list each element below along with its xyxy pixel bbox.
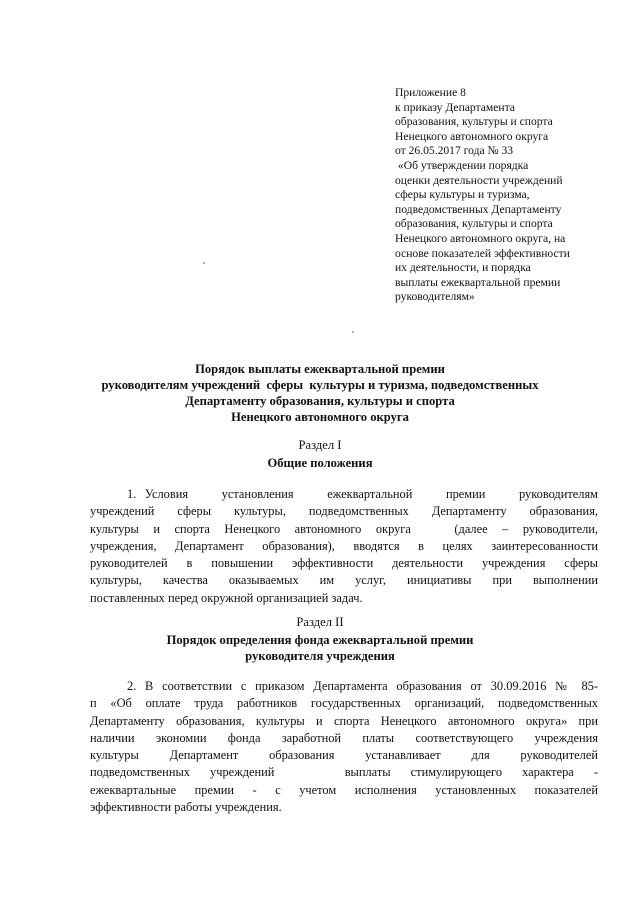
paragraph-line: культуры Департамент образования устанавливает для руководителей: [90, 748, 598, 763]
paragraph-line: поставленных перед окружной организацией задач.: [90, 590, 363, 605]
paragraph-line: Департаменту образования, культуры и спорта Ненецкого автономного округа» при: [90, 713, 598, 728]
paragraph-line: учреждения, Департамент образования), вводятся в целях заинтересованности: [90, 538, 598, 553]
appendix-line: основе показателей эффективности: [395, 246, 570, 260]
appendix-line: от 26.05.2017 года № 33: [395, 144, 514, 158]
title-line: руководителям учреждений сферы культуры и туризма, подведомственных: [101, 378, 539, 392]
appendix-line: сферы культуры и туризма,: [395, 188, 530, 202]
paragraph-line: культуры, качества оказываемых им услуг, инициативы при выполнении: [90, 573, 598, 588]
section-2-paragraph: [90, 678, 598, 816]
paragraph-line: 1. Условия установления ежеквартальной премии руководителям: [127, 487, 598, 501]
document-title: [0, 361, 640, 425]
section-1-label: Раздел I: [298, 438, 342, 452]
paragraph-line: учреждений сферы культуры, подведомственных Департаменту образования,: [90, 504, 598, 519]
appendix-line: образования, культуры и спорта: [395, 217, 553, 231]
paragraph-line: п «Об оплате труда работников государственных организаций, подведомственных: [90, 696, 598, 711]
appendix-line: к приказу Департамента: [395, 100, 515, 114]
paragraph-line: 2. В соответствии с приказом Департамента образования от 30.09.2016 № 85-: [127, 679, 598, 693]
appendix-line: их деятельности, и порядка: [395, 261, 531, 275]
title-line: Ненецкого автономного округа: [231, 410, 409, 424]
paragraph-line: руководителей в повышении эффективности деятельности учреждения сферы: [90, 556, 598, 571]
appendix-line: выплаты ежеквартальной премии: [395, 275, 561, 289]
appendix-block: [395, 86, 605, 305]
appendix-line: руководителям»: [395, 290, 475, 304]
scan-speck: [352, 331, 354, 333]
appendix-line: Приложение 8: [395, 86, 466, 99]
title-line: Департаменту образования, культуры и спорта: [185, 394, 455, 408]
appendix-line: Ненецкого автономного округа, на: [395, 231, 566, 245]
heading-line: руководителя учреждения: [245, 649, 395, 663]
paragraph-line: эффективности работы учреждения.: [90, 800, 282, 815]
appendix-line: подведомственных Департаменту: [395, 202, 562, 216]
heading-line: Порядок определения фонда ежеквартальной премии: [166, 633, 474, 647]
section-1-paragraph: [90, 486, 598, 607]
section-2-label: Раздел II: [296, 615, 344, 629]
appendix-line: «Об утверждении порядка: [395, 158, 529, 172]
section-1-heading: Общие положения: [267, 456, 373, 470]
scan-speck: [203, 262, 205, 264]
appendix-line: Ненецкого автономного округа: [395, 129, 549, 143]
appendix-line: оценки деятельности учреждений: [395, 173, 563, 187]
paragraph-line: наличии экономии фонда заработной платы соответствующего учреждения: [90, 730, 598, 745]
paragraph-line: подведомственных учреждений выплаты стимулирующего характера -: [90, 765, 598, 780]
paragraph-line: культуры и спорта Ненецкого автономного округа (далее – руководители,: [90, 521, 598, 536]
paragraph-line: ежеквартальные премии - с учетом исполнения установленных показателей: [90, 782, 598, 797]
title-line: Порядок выплаты ежеквартальной премии: [195, 362, 445, 376]
section-2-heading: [0, 632, 640, 664]
appendix-line: образования, культуры и спорта: [395, 115, 553, 129]
